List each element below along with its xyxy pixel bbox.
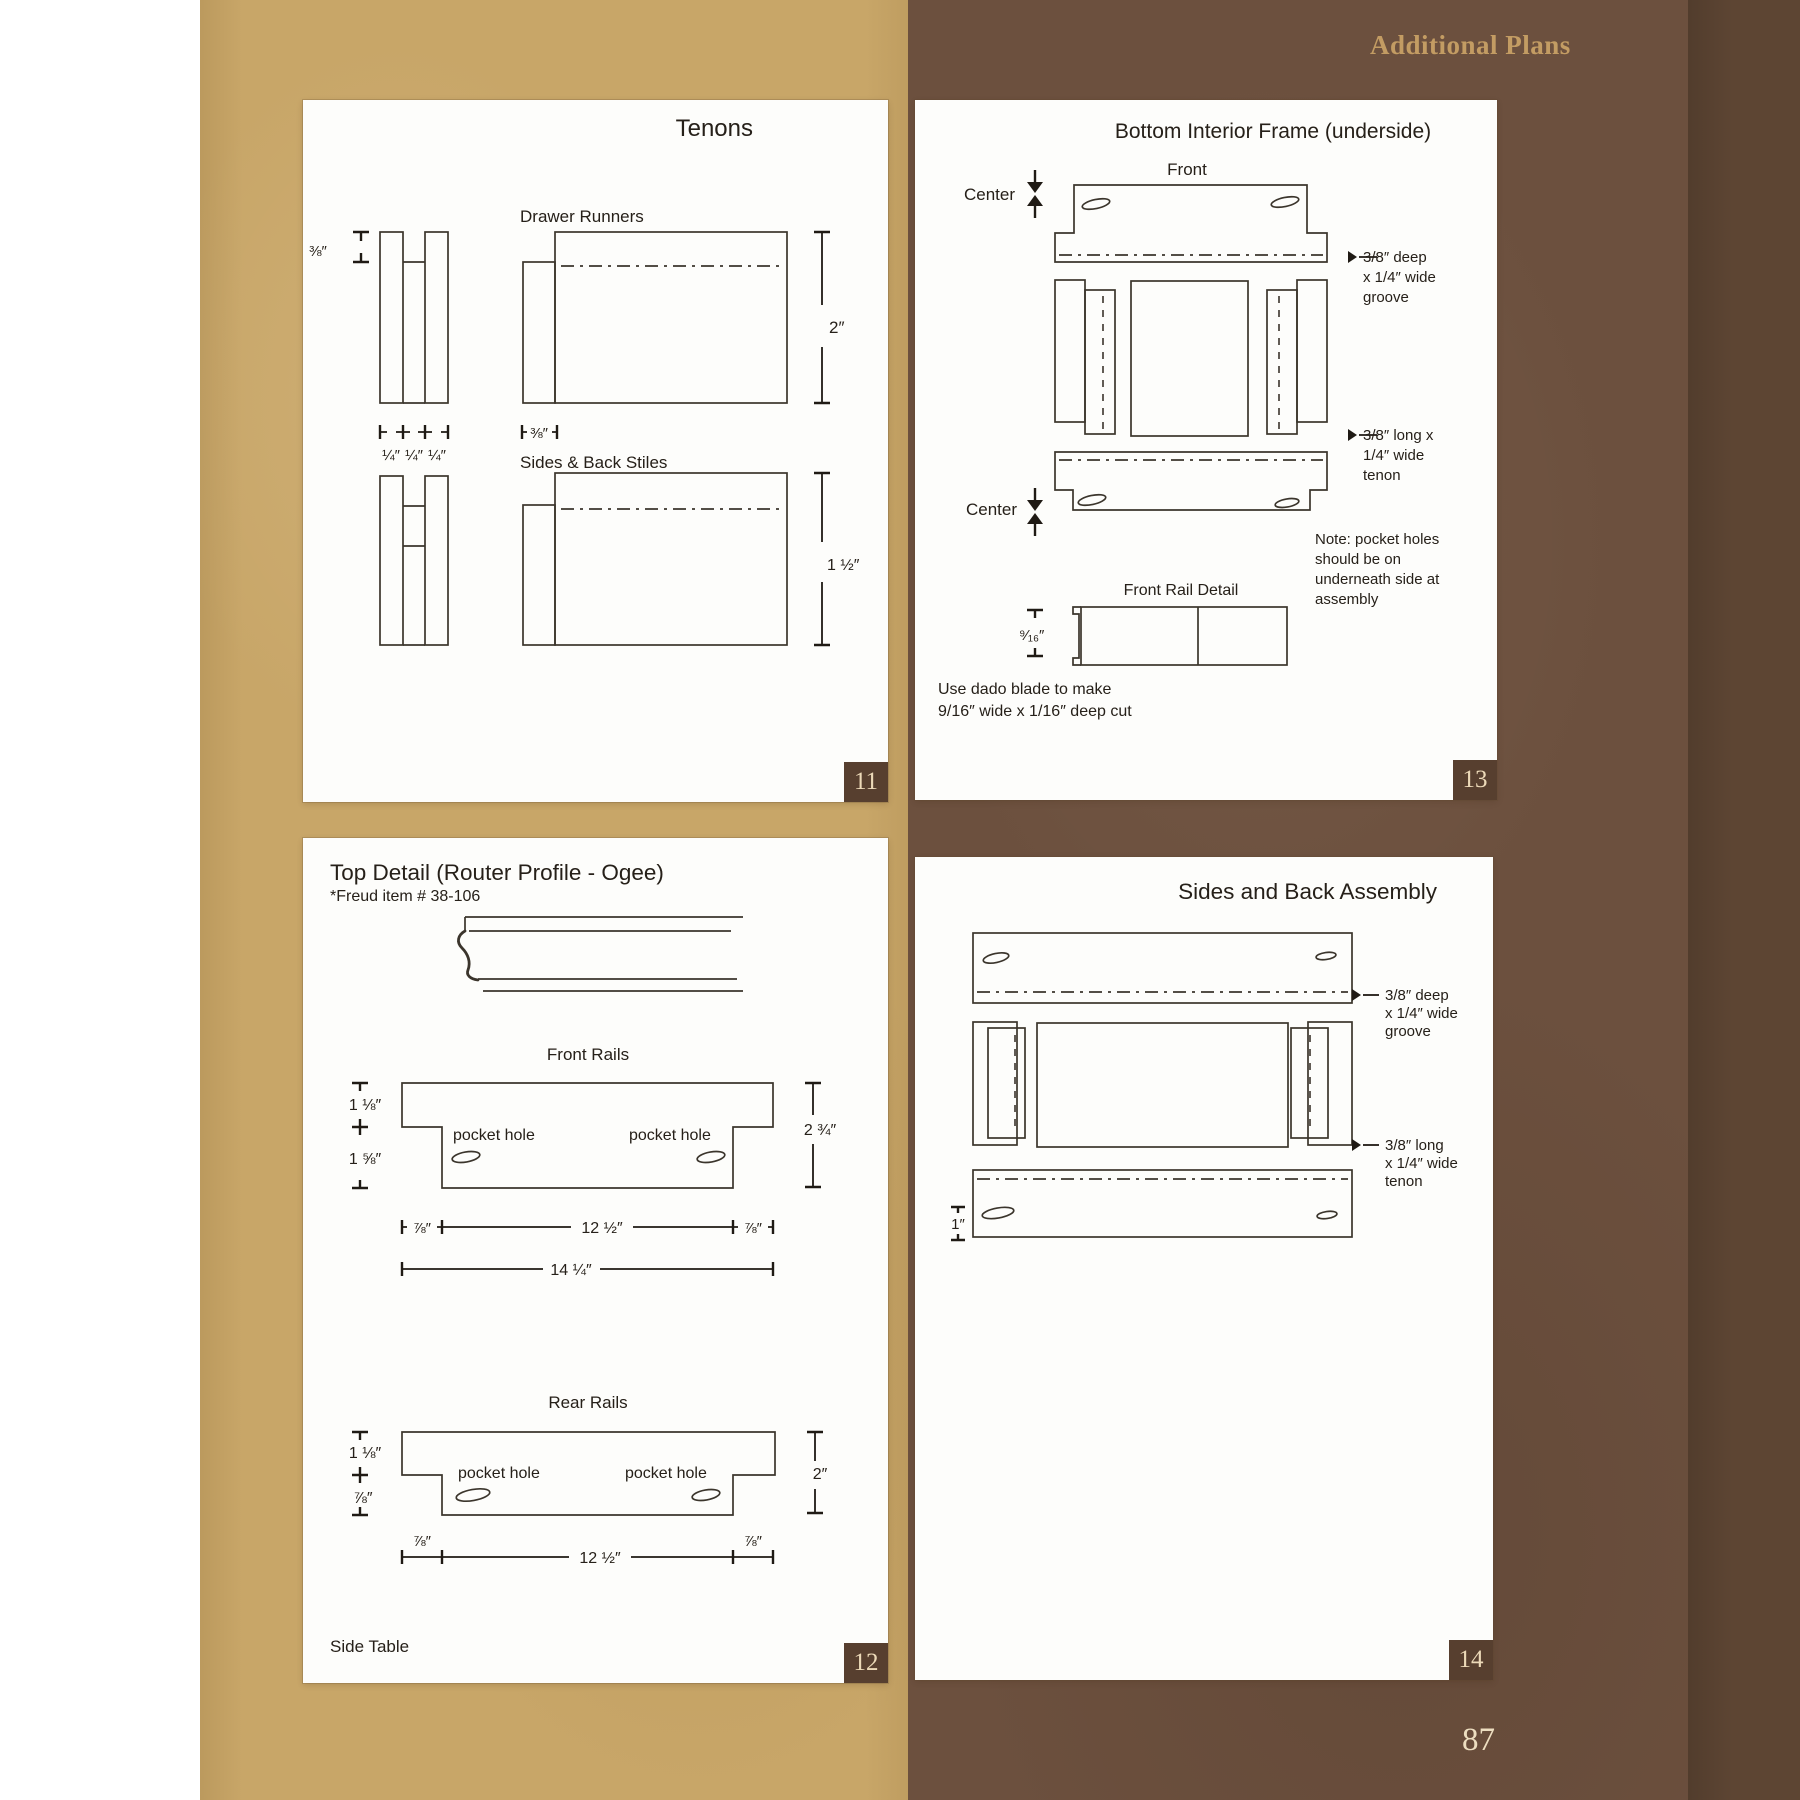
label-front-rail-detail: Front Rail Detail [1123, 582, 1239, 599]
dim-label: ⅞″ [413, 1220, 431, 1237]
dim-label: 2″ [829, 318, 845, 337]
section-header: Additional Plans [1370, 30, 1571, 60]
ogee-profile-drawing [458, 917, 743, 991]
annotation-line: groove [1385, 1023, 1431, 1040]
dim-quarter-widths [380, 425, 448, 464]
side-piece-right [1267, 280, 1327, 434]
side-piece-left [1055, 280, 1115, 434]
annotation-line: 3/8″ deep [1385, 987, 1449, 1004]
dim-label: 12 ½″ [581, 1220, 623, 1237]
panel-sides-back-assembly [915, 857, 1493, 1680]
annotation-line: 3/8″ long x [1363, 427, 1434, 444]
dark-brown-edge-band [1688, 0, 1800, 1800]
front-rail-drawing [402, 1083, 773, 1188]
dim-label: ⅞″ [413, 1533, 431, 1550]
panel-title: Sides and Back Assembly [1178, 879, 1437, 904]
front-rail-top [1055, 185, 1327, 262]
label-front: Front [1167, 160, 1207, 179]
dim-label: ⅜″ [309, 243, 327, 260]
dim-label: ¼″ [405, 447, 423, 464]
dim-nine-sixteenths [1019, 610, 1045, 656]
tenons-drawing [303, 100, 888, 802]
rear-rail-left-dims [349, 1432, 382, 1515]
annotation-line: tenon [1385, 1173, 1423, 1190]
panel-footer: Side Table [330, 1637, 410, 1656]
figure-number-badge: 11 [844, 762, 888, 802]
label-pocket-hole: pocket hole [625, 1465, 707, 1482]
dim-label: 2″ [812, 1466, 828, 1483]
figure-number-badge: 13 [1453, 760, 1497, 800]
annotation-line: 3/8″ long [1385, 1137, 1444, 1154]
dim-label: ⅜″ [530, 425, 548, 442]
dim-label: 1 ½″ [827, 557, 860, 574]
dim-label: 1 ⅛″ [348, 1445, 382, 1462]
panel-top-detail [303, 838, 888, 1683]
dim-label: ⁹⁄₁₆″ [1019, 627, 1045, 644]
rear-rail-right-dim [807, 1432, 828, 1513]
drawer-runner-side-view [523, 232, 787, 403]
front-rail-detail-drawing [1073, 607, 1287, 665]
annotation-line: x 1/4″ wide [1385, 1005, 1458, 1022]
annotation-line: 3/8″ deep [1363, 249, 1427, 266]
figure-number-badge: 14 [1449, 1640, 1493, 1680]
label-pocket-hole: pocket hole [453, 1127, 535, 1144]
dim-one-inch [951, 1207, 966, 1240]
label-center-top: Center [963, 185, 1015, 204]
dim-label: 2 ¾″ [803, 1122, 837, 1139]
caption-line: Use dado blade to make [938, 681, 1112, 698]
label-pocket-hole: pocket hole [458, 1465, 540, 1482]
front-rail-bottom-dims [402, 1220, 773, 1279]
dim-one-half-inch [814, 473, 860, 645]
note-line: Note: pocket holes [1315, 531, 1440, 548]
annotation-line: 1/4″ wide [1363, 447, 1425, 464]
rear-rail-bottom [1055, 452, 1327, 510]
dim-label: 1 ⅛″ [348, 1097, 382, 1114]
groove-annotation [1352, 987, 1458, 1040]
annotation-line: x 1/4″ wide [1385, 1155, 1458, 1172]
assembly-drawing [915, 857, 1493, 1680]
end-view-upper [380, 232, 448, 403]
note-line: assembly [1315, 591, 1379, 608]
dim-label: ¼″ [382, 447, 400, 464]
dim-three-eighths-notch [309, 232, 369, 262]
dim-label: ⅞″ [744, 1533, 762, 1550]
panel-title: Top Detail (Router Profile - Ogee) [330, 860, 664, 885]
rear-rail-drawing [402, 1432, 775, 1515]
dim-label: 12 ½″ [579, 1550, 621, 1567]
label-front-rails: Front Rails [546, 1045, 630, 1064]
back-panel-piece [1037, 1023, 1288, 1147]
side-piece-left [973, 1022, 1025, 1145]
dim-label: ⅞″ [353, 1490, 373, 1507]
dim-label: 14 ¼″ [550, 1262, 592, 1279]
label-drawer-runners: Drawer Runners [520, 207, 644, 226]
label-sides-back-stiles: Sides & Back Stiles [520, 453, 668, 472]
panel-title: Tenons [675, 115, 753, 142]
label-pocket-hole: pocket hole [629, 1127, 711, 1144]
annotation-line: tenon [1363, 467, 1401, 484]
dim-three-eighths-width [522, 425, 557, 442]
dim-label: 1″ [951, 1216, 965, 1233]
panel-tenons [303, 100, 888, 802]
center-panel-piece [1131, 281, 1248, 436]
top-detail-drawing [303, 838, 888, 1683]
front-rail-left-dims [349, 1083, 382, 1188]
panel-subtitle: *Freud item # 38-106 [330, 888, 481, 905]
dim-two-inch [814, 232, 844, 403]
end-view-lower [380, 476, 448, 645]
dim-label: ¼″ [428, 447, 446, 464]
rear-rail-bottom-dims [402, 1533, 773, 1567]
pocket-hole-note [1315, 531, 1440, 608]
panel-title: Bottom Interior Frame (underside) [1114, 120, 1432, 143]
tenon-annotation [1352, 1137, 1458, 1190]
dim-label: 1 ⅝″ [348, 1151, 382, 1168]
label-center-bottom: Center [965, 500, 1017, 519]
dim-label: ⅞″ [744, 1220, 762, 1237]
page-number: 87 [1462, 1722, 1495, 1758]
annotation-line: groove [1363, 289, 1409, 306]
center-arrows-bottom-icon [1027, 488, 1043, 536]
bottom-board [973, 1170, 1352, 1237]
groove-annotation [1348, 249, 1436, 306]
stile-side-view [523, 473, 787, 645]
tenon-annotation [1348, 427, 1434, 484]
frame-drawing [915, 100, 1497, 800]
caption-line: 9/16″ wide x 1/16″ deep cut [938, 703, 1132, 720]
figure-number-badge: 12 [844, 1643, 888, 1683]
note-line: underneath side at [1315, 571, 1440, 588]
note-line: should be on [1315, 551, 1401, 568]
front-rail-right-dim [804, 1083, 837, 1187]
center-arrows-top-icon [1027, 170, 1043, 218]
annotation-line: x 1/4″ wide [1363, 269, 1436, 286]
label-rear-rails: Rear Rails [548, 1393, 628, 1412]
top-board [973, 933, 1352, 1003]
side-piece-right [1291, 1022, 1352, 1145]
panel-bottom-interior-frame [915, 100, 1497, 800]
